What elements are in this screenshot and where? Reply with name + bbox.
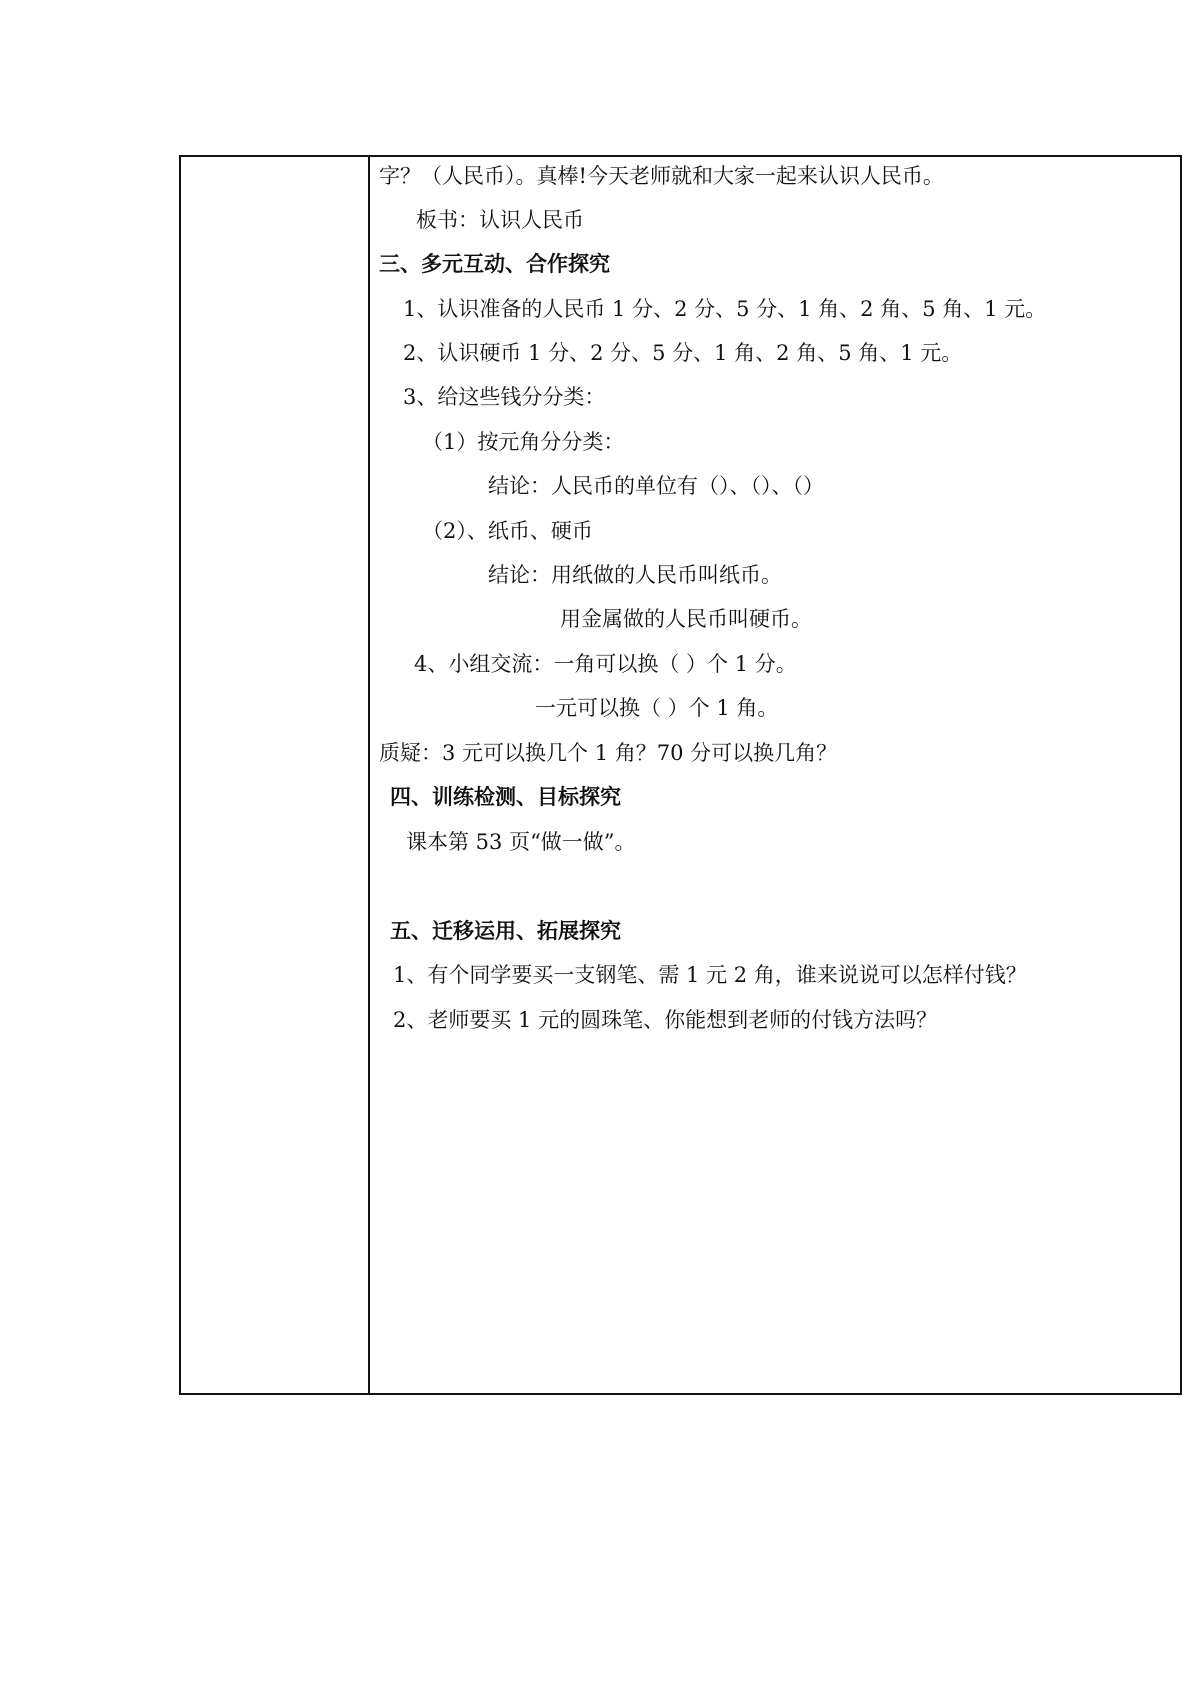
- list-item-2: 2、认识硬币 1 分、2 分、5 分、1 角、2 角、5 角、1 元。: [403, 341, 963, 365]
- list-item-4: 4、小组交流：一角可以换（ ）个 1 分。: [414, 652, 797, 676]
- section-heading-4: 四、训练检测、目标探究: [390, 784, 621, 809]
- section-heading-5: 五、迁移运用、拓展探究: [390, 918, 621, 943]
- textbook-line: 课本第 53 页“做一做”。: [406, 830, 636, 854]
- sub-item-2: （2）、纸币、硬币: [422, 519, 593, 543]
- board-writing-line: 板书：认识人民币: [416, 208, 584, 232]
- extension-item-2: 2、老师要买 1 元的圆珠笔、你能想到老师的付钱方法吗？: [393, 1008, 938, 1032]
- lesson-plan-table: [179, 155, 1182, 1395]
- question-line: 质疑：3 元可以换几个 1 角？70 分可以换几角？: [379, 741, 838, 765]
- left-column-cell: [181, 157, 368, 1393]
- column-divider: [368, 155, 370, 1395]
- conclusion-coin: 用金属做的人民币叫硬币。: [560, 607, 812, 631]
- sub-item-1: （1）按元角分分类：: [422, 430, 625, 454]
- list-item-1: 1、认识准备的人民币 1 分、2 分、5 分、1 角、2 角、5 角、1 元。: [403, 297, 1047, 321]
- section-heading-3: 三、多元互动、合作探究: [379, 251, 610, 276]
- exchange-line: 一元可以换（ ）个 1 角。: [535, 696, 779, 720]
- extension-item-1: 1、有个同学要买一支钢笔、需 1 元 2 角，谁来说说可以怎样付钱？: [393, 963, 1027, 987]
- intro-line: 字？（人民币）。真棒!今天老师就和大家一起来认识人民币。: [379, 164, 944, 188]
- conclusion-paper: 结论：用纸做的人民币叫纸币。: [488, 563, 782, 587]
- list-item-3: 3、给这些钱分分类：: [403, 385, 606, 409]
- conclusion-units: 结论：人民币的单位有（）、（）、（）: [488, 474, 824, 498]
